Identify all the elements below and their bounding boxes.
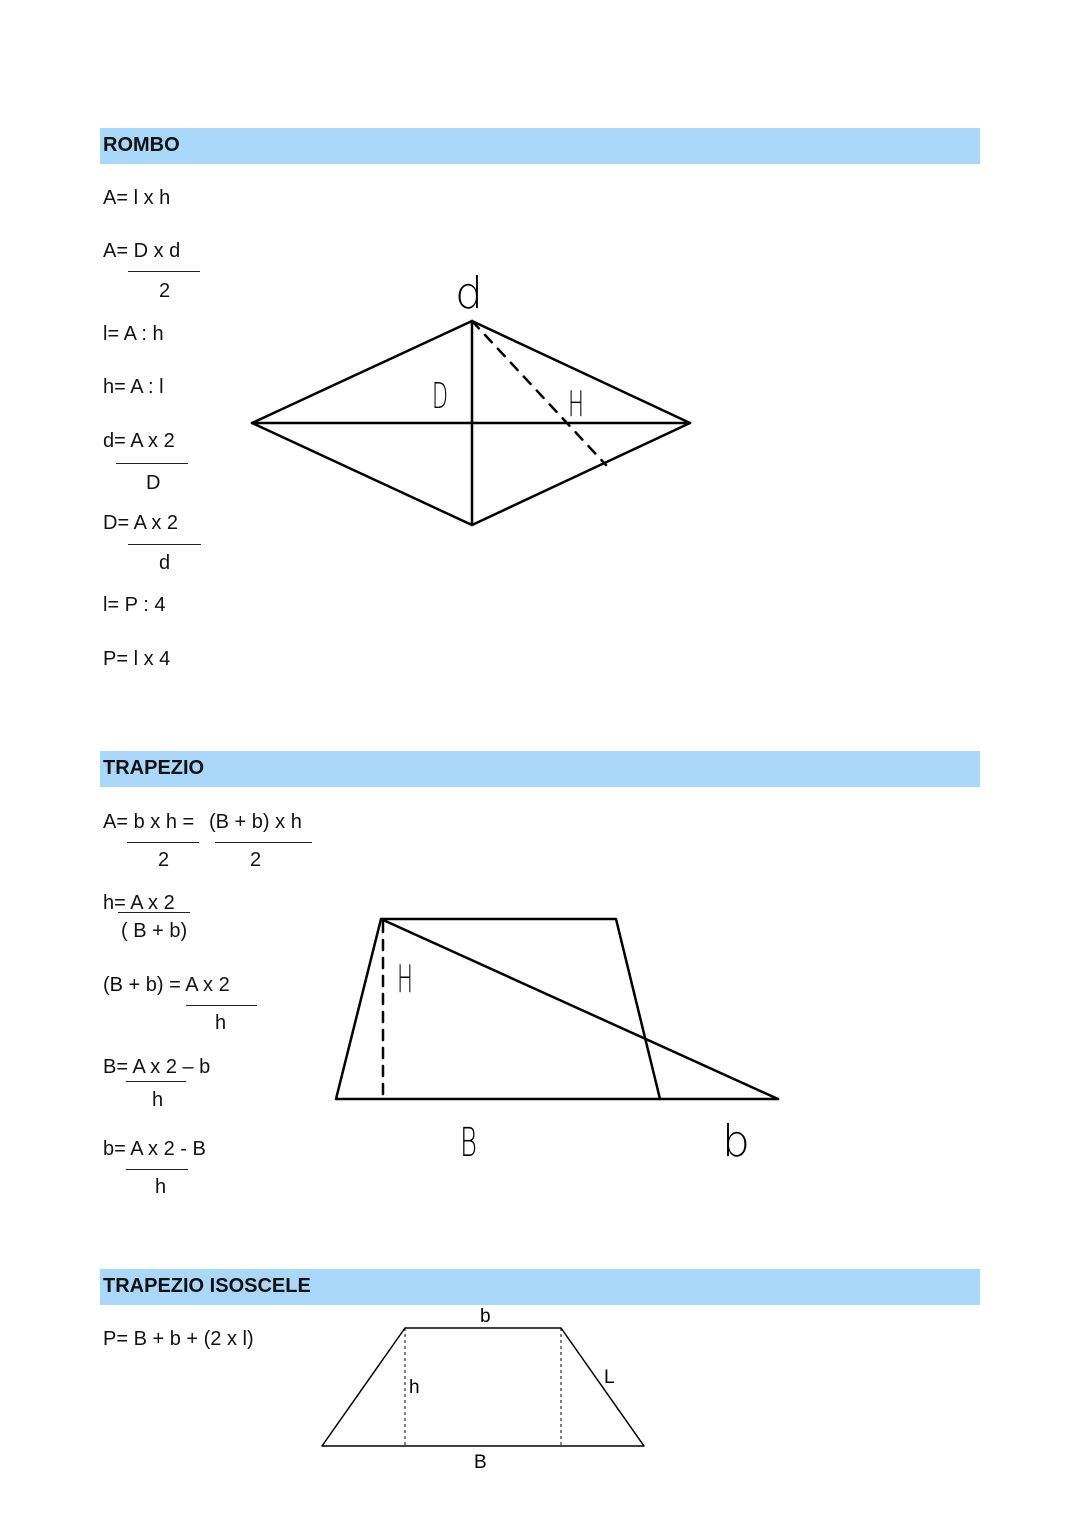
formula-area: A= l x h: [103, 187, 171, 209]
section-title: ROMBO: [103, 134, 180, 156]
formula-major-diagonal-denominator: d: [159, 552, 171, 574]
formula-major-base-numerator: B= A x 2 – b: [103, 1056, 211, 1078]
formula-area-right: (B + b) x h: [209, 811, 302, 833]
section-title: TRAPEZIO: [103, 757, 205, 779]
label-b: b: [480, 1306, 491, 1327]
label-B: B: [474, 1452, 487, 1473]
label-H: H: [568, 384, 584, 425]
label-B: B: [460, 1120, 477, 1166]
formula-side: l= A : h: [103, 323, 164, 345]
label-D: D: [432, 376, 448, 417]
label-b: b: [722, 1116, 750, 1167]
formula-area-den-1: 2: [158, 849, 170, 871]
label-H: H: [397, 957, 413, 1001]
isosceles-trapezoid-outline: [322, 1328, 644, 1446]
formula-height: h= A : l: [103, 376, 164, 398]
formula-area-diagonals-numerator: A= D x d: [103, 240, 181, 262]
formula-side-from-perimeter: l= P : 4: [103, 594, 166, 616]
formula-minor-diagonal-numerator: d= A x 2: [103, 430, 175, 452]
formula-major-diagonal-numerator: D= A x 2: [103, 512, 179, 534]
formula-major-base-denominator: h: [152, 1089, 164, 1111]
formula-minor-base-denominator: h: [155, 1176, 167, 1198]
formula-perimeter-isosceles: P= B + b + (2 x l): [103, 1328, 254, 1350]
section-title: TRAPEZIO ISOSCELE: [103, 1275, 311, 1297]
formula-perimeter: P= l x 4: [103, 648, 171, 670]
label-L: L: [604, 1367, 615, 1388]
formula-bases-sum-denominator: h: [215, 1012, 227, 1034]
formula-height-denominator: ( B + b): [121, 920, 188, 942]
formula-minor-diagonal-denominator: D: [146, 472, 161, 494]
formula-minor-base-numerator: b= A x 2 - B: [103, 1138, 206, 1160]
formula-area-left: A= b x h =: [103, 811, 195, 833]
formula-height-numerator: h= A x 2: [103, 892, 175, 914]
formula-bases-sum: (B + b) = A x 2: [103, 974, 230, 996]
formula-area-diagonals-denominator: 2: [159, 280, 171, 302]
label-h: h: [409, 1377, 420, 1398]
formula-area-den-2: 2: [250, 849, 262, 871]
label-d: d: [455, 268, 483, 319]
